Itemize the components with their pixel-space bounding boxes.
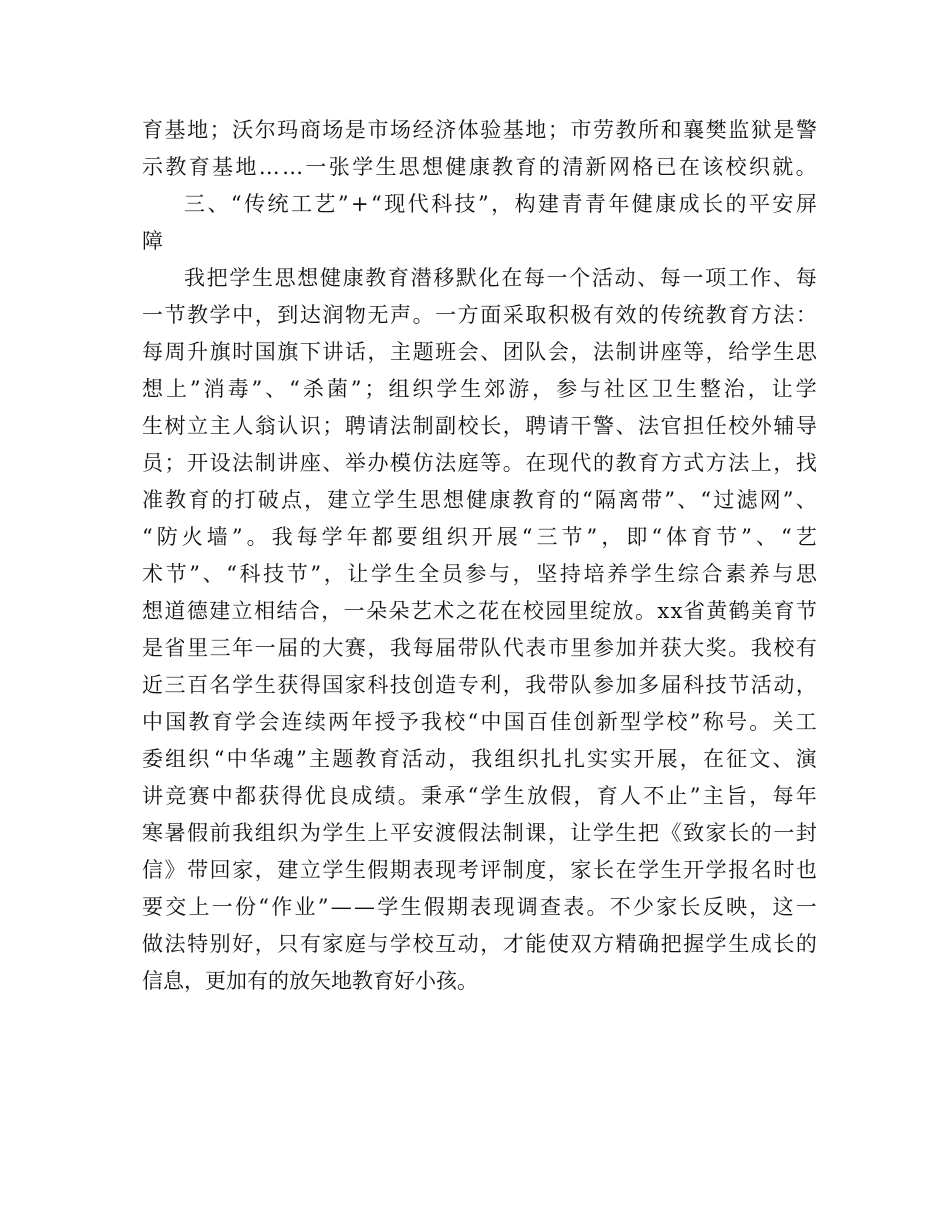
text-line: 生 树 立 主 人 翁 认 识 ； 聘 请 法 制 副 校 长 ， 聘 请 干 警 、 法 官 担 任 校 外 辅 导 <box>142 414 817 438</box>
text-line: 想 上 ” 消 毒 ” 、 “ 杀 菌 ” ； 组 织 学 生 郊 游 ， 参 与 社 区 卫 生 整 治 ， 让 学 <box>142 377 817 401</box>
text-line: 我 把 学 生 思 想 健 康 教 育 潜 移 默 化 在 每 一 个 活 动 、 每 一 项 工 作 、 每 <box>184 266 817 290</box>
text-line: 信息，更加有的放矢地教育好小孩。 <box>142 969 478 993</box>
section-heading-line: 障 <box>142 229 163 253</box>
text-line: 每 周 升 旗 时 国 旗 下 讲 话 ， 主 题 班 会 、 团 队 会 ， 法 制 讲 座 等 ， 给 学 生 思 <box>142 340 817 364</box>
text-line: 寒 暑 假 前 我 组 织 为 学 生 上 平 安 渡 假 法 制 课 ， 让 学 生 把 《 致 家 长 的 一 封 <box>142 821 817 845</box>
text-line: 委 组 织 “ 中 华 魂 ” 主 题 教 育 活 动 ， 我 组 织 扎 扎 实 实 开 展 ， 在 征 文 、 演 <box>142 747 817 771</box>
text-line: “ 防 火 墙 ” 。 我 每 学 年 都 要 组 织 开 展 “ 三 节 ” ， 即 “ 体 育 节 ” 、 “ 艺 <box>142 525 817 549</box>
text-line: 信 》 带 回 家 ， 建 立 学 生 假 期 表 现 考 评 制 度 ， 家 长 在 学 生 开 学 报 名 时 也 <box>142 858 817 882</box>
section-heading-line: 三 、 “ 传 统 工 艺 ” + “ 现 代 科 技 ” ， 构 建 青 青 年 健 康 成 长 的 平 安 屏 <box>184 192 817 216</box>
text-line: 准 教 育 的 打 破 点 ， 建 立 学 生 思 想 健 康 教 育 的 “ 隔 离 带 ” 、 “ 过 滤 网 ” 、 <box>142 488 817 512</box>
text-line: 育 基 地 ； 沃 尔 玛 商 场 是 市 场 经 济 体 验 基 地 ； 市 劳 教 所 和 襄 樊 监 狱 是 警 <box>142 118 817 142</box>
text-line: 讲 竞 赛 中 都 获 得 优 良 成 绩 。 秉 承 “ 学 生 放 假 ， 育 人 不 止 ” 主 旨 ， 每 年 <box>142 784 817 808</box>
text-line: 中 国 教 育 学 会 连 续 两 年 授 予 我 校 “ 中 国 百 佳 创 新 型 学 校 ” 称 号 。 关 工 <box>142 710 817 734</box>
text-line: 示 教 育 基 地 … … 一 张 学 生 思 想 健 康 教 育 的 清 新 网 格 已 在 该 校 织 就 。 <box>142 155 817 179</box>
text-line: 要 交 上 一 份 “ 作 业 ” — — 学 生 假 期 表 现 调 查 表 。 不 少 家 长 反 映 ， 这 一 <box>142 895 817 919</box>
document-body <box>142 112 817 1000</box>
text-line: 近 三 百 名 学 生 获 得 国 家 科 技 创 造 专 利 ， 我 带 队 参 加 多 届 科 技 节 活 动 ， <box>142 673 817 697</box>
text-line: 员 ； 开 设 法 制 讲 座 、 举 办 模 仿 法 庭 等 。 在 现 代 的 教 育 方 式 方 法 上 ， 找 <box>142 451 817 475</box>
text-line: 是 省 里 三 年 一 届 的 大 赛 ， 我 每 届 带 队 代 表 市 里 参 加 并 获 大 奖 。 我 校 有 <box>142 636 817 660</box>
text-line: 做 法 特 别 好 ， 只 有 家 庭 与 学 校 互 动 ， 才 能 使 双 方 精 确 把 握 学 生 成 长 的 <box>142 932 817 956</box>
text-line: 想 道 德 建 立 相 结 合 ， 一 朵 朵 艺 术 之 花 在 校 园 里 绽 放 。 x x 省 黄 鹤 美 育 节 <box>142 599 817 623</box>
text-line: 术 节 ” 、 “ 科 技 节 ” ， 让 学 生 全 员 参 与 ， 坚 持 培 养 学 生 综 合 素 养 与 思 <box>142 562 817 586</box>
text-line: 一 节 教 学 中 ， 到 达 润 物 无 声 。 一 方 面 采 取 积 极 有 效 的 传 统 教 育 方 法 ： <box>142 303 817 327</box>
